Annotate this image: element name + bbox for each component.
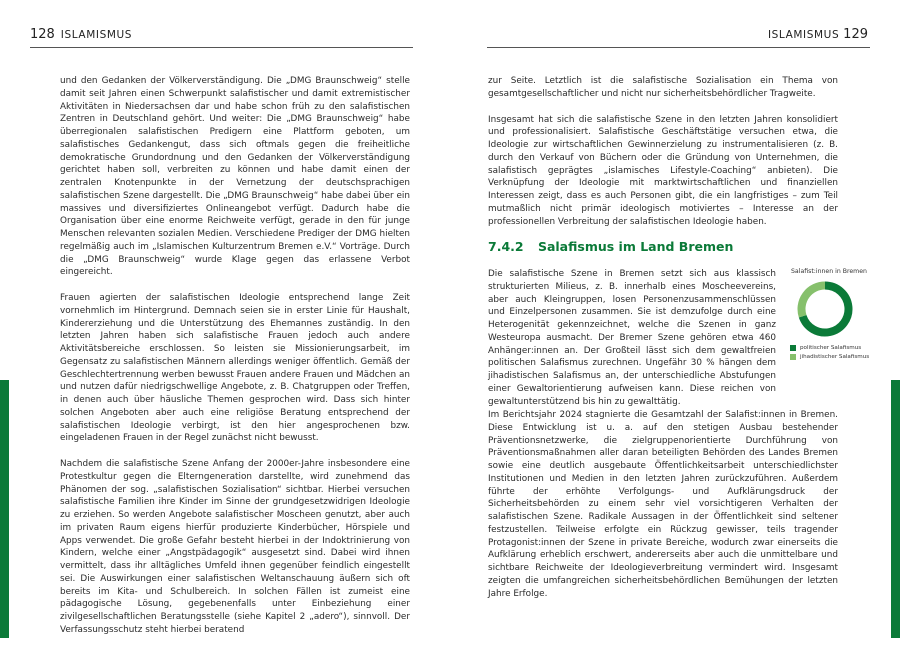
- left-page-number: 128: [30, 27, 55, 42]
- left-page-header: [30, 27, 132, 42]
- legend-item: [790, 352, 869, 361]
- body-paragraph: Insgesamt hat sich die salafistische Szene in den letzten Jahren konsolidiert und professionalisiert. Salafistische Geschäftstätige versuchen etwa, die Ideologie zur wirtschaftlichen Gewinnerzielung zu instrumentalisieren (z. B. durch den Verkauf von Büchern oder die Gründung von Unternehmen, die salafistisch geprägtes „islamisches Lifestyle-Coaching“ anbieten). Die Verknüpfung der Ideologie mit marktwirtschaftlichen und finanziellen Interessen zeigt, dass es auch Personen gibt, die ein langfristiges – zum Teil mutmaßlich nicht primär ideologisch motiviertes – Interesse an der professionellen Verbreitung der salafistischen Ideologie haben.: [488, 114, 838, 227]
- donut-slice-jihadist: [802, 286, 826, 317]
- right-edge-marker: [891, 380, 900, 638]
- body-paragraph: Nachdem die salafistische Szene Anfang der 2000er-Jahre insbesondere eine Protestkultur gegen die Elterngeneration darstellte, wird zunehmend das Phänomen der sog. „salafistischen Sozialisation“ sichtbar. Hierbei versuchen salafistische Familien ihre Kinder im Sinne der grundgesetzwidrigen Ideologie zu erziehen. So werden Angebote salafistischer Moscheen genutzt, aber auch im privaten Raum eigens hierfür produzierte Kinderbücher, Hörspiele und Apps verwendet. Die große Gefahr besteht hierbei in der Indoktrinierung von Kindern, welche einer „Angstpädagogik“ ausgesetzt sind. Dabei wird ihnen vermittelt, dass ihr alltägliches Umfeld ihnen gegenüber feindlich eingestellt sei. Die Auswirkungen einer salafistischen Weltanschauung äußern sich oft bereits im Kita- und Schulbereich. In solchen Fällen ist zumeist eine pädagogische Lösung, gegebenenfalls unter Einbeziehung einer zivilgesellschaftlichen Beratungsstelle (siehe Kapitel 2 „adero“), sinnvoll. Der Verfassungsschutz steht hierbei beratend: [60, 459, 410, 635]
- legend-swatch: [790, 345, 796, 351]
- right-running-title: ISLAMISMUS: [767, 29, 840, 41]
- right-column-top: [488, 75, 838, 241]
- body-paragraph: Im Berichtsjahr 2024 stagnierte die Gesamtzahl der Salafist:innen in Bremen. Diese Entwicklung ist u. a. auf den stetigen Ausbau bestehender Präventionsnetzwerke, die zielgruppenorientierte Durchführung von Präventionsmaßnahmen aller daran beteiligten Behörden des Landes Bremen sowie eine deutlich ausgebaute Öffentlichkeitsarbeit unterschiedlichster Institutionen und Medien in den letzten Jahren zurückzuführen. Außerdem führte der erhöhte Verfolgungs- und Aufklärungsdruck der Sicherheitsbehörden zu einem sehr viel vorsichtigeren Verhalten der salafistischen Szene. Radikale Aussagen in der Öffentlichkeit sind seltener festzustellen. Teilweise erfolgte ein Rückzug gewisser, teils tragender Protagonist:innen der Szene in private Bereiche, wodurch zwar einerseits die Aufklärung erheblich erschwert, andererseits aber auch die unmittelbare und sichtbare Reichweite der Ideologieverbreitung vermindert wird. Insgesamt zeigten die umfangreichen sicherheitsbehördlichen Bemühungen der letzten Jahre Erfolge.: [488, 410, 838, 599]
- section-heading: [488, 239, 733, 254]
- right-page-header: [768, 27, 870, 42]
- legend-label: jihadistischer Salafismus: [800, 353, 870, 360]
- body-paragraph: Frauen agierten der salafistischen Ideologie entsprechend lange Zeit vornehmlich im Hintergrund. Demnach seien sie in erster Linie für Haushalt, Kindererziehung und die Unterstützung des Ehemannes zuständig. In den letzten Jahren haben sich salafistische Frauen jedoch auch andere Aktivitätsbereiche erschlossen. So leisten sie Missionierungsarbeit, im Gegensatz zu salafistischen Männern allerdings weniger öffentlich. Gemäß der Geschlechtertrennung werben bewusst Frauen andere Frauen und Mädchen an und nutzen dafür niedrigschwellige Angebote, z. B. Chatgruppen oder Treffen, in denen auch über häusliche Themen gesprochen wird. Dass sich hinter solchen Angeboten aber auch eine religiöse Beratung entsprechend der salafistischen Ideologie verbirgt, ist den hier angesprochenen bzw. eingeladenen Frauen in der Regel zunächst nicht bewusst.: [60, 293, 410, 444]
- body-paragraph: Die salafistische Szene in Bremen setzt sich aus klassisch strukturierten Milieus, z. B. innerhalb eines Moscheevereins, aber auch Kleingruppen, losen Personenzusammenschlüssen und Einzelpersonen zusammen. Sie ist demzufolge durch eine Heterogenität gekennzeichnet, welche die Szenen in ganz Westeuropa ausmacht. Der Bremer Szene gehören etwa 460 Anhänger:innen an. Der Großteil lässt sich dem gewaltfreien politischen Salafismus zurechnen. Ungefähr 30 % hängen dem jihadistischen Salafismus an, der unterschiedliche Abstufungen einer Gewaltorientierung aufweisen kann. Diese reichen von gewaltunterstützend bis hin zu gewalttätig.: [488, 269, 776, 407]
- right-header-rule: [487, 47, 870, 48]
- left-running-title: ISLAMISMUS: [60, 29, 133, 41]
- legend-label: politischer Salafismus: [800, 344, 862, 351]
- legend-swatch: [790, 354, 796, 360]
- donut-chart: [797, 281, 853, 337]
- section-title: Salafismus im Land Bremen: [537, 239, 734, 254]
- chart-legend: [790, 343, 869, 361]
- section-paragraph-column: [488, 268, 776, 421]
- body-paragraph: zur Seite. Letztlich ist die salafistische Sozialisation ein Thema von gesamtgesellschaftlicher und nicht nur sicherheitsbehördlicher Tragweite.: [488, 76, 838, 99]
- left-header-rule: [30, 47, 413, 48]
- section-number: 7.4.2: [488, 239, 524, 254]
- right-page-number: 129: [843, 27, 868, 42]
- left-column: [60, 75, 410, 650]
- left-edge-marker: [0, 380, 9, 638]
- chart-title: Salafist:innen in Bremen: [791, 268, 867, 275]
- body-paragraph: und den Gedanken der Völkerverständigung. Die „DMG Braunschweig“ stelle damit seit Jahren einen Schwerpunkt salafistischer und damit extremistischer Aktivitäten in Niedersachsen dar und habe schon früh zu den salafistischen Zentren in Deutschland gehört. Und weiter: Die „DMG Braunschweig“ habe überregionalen salafistischen Predigern eine Plattform geboten, um salafistisches Gedankengut, dass sich oftmals gegen die freiheitliche demokratische Grundordnung und den Gedanken der Völkerverständigung gerichtet haben soll, verbreiten zu können und habe damit einen der zentralen Knotenpunkte in der Vernetzung der deutschsprachigen salafistischen Szene dargestellt. Die „DMG Braunschweig“ habe dabei über ein massives und diversifiziertes Onlineangebot verfügt. Dadurch habe die Organisation über eine enorme Reichweite verfügt, gerade in den für junge Menschen relevanten sozialen Medien. Verschiedene Prediger der DMG hielten regelmäßig auch im „Islamischen Kulturzentrum Bremen e.V.“ Vorträge. Durch die „DMG Braunschweig“ wurde Klage gegen das erlassene Verbot eingereicht.: [60, 76, 410, 278]
- right-column-bottom: [488, 409, 838, 613]
- legend-item: [790, 343, 869, 352]
